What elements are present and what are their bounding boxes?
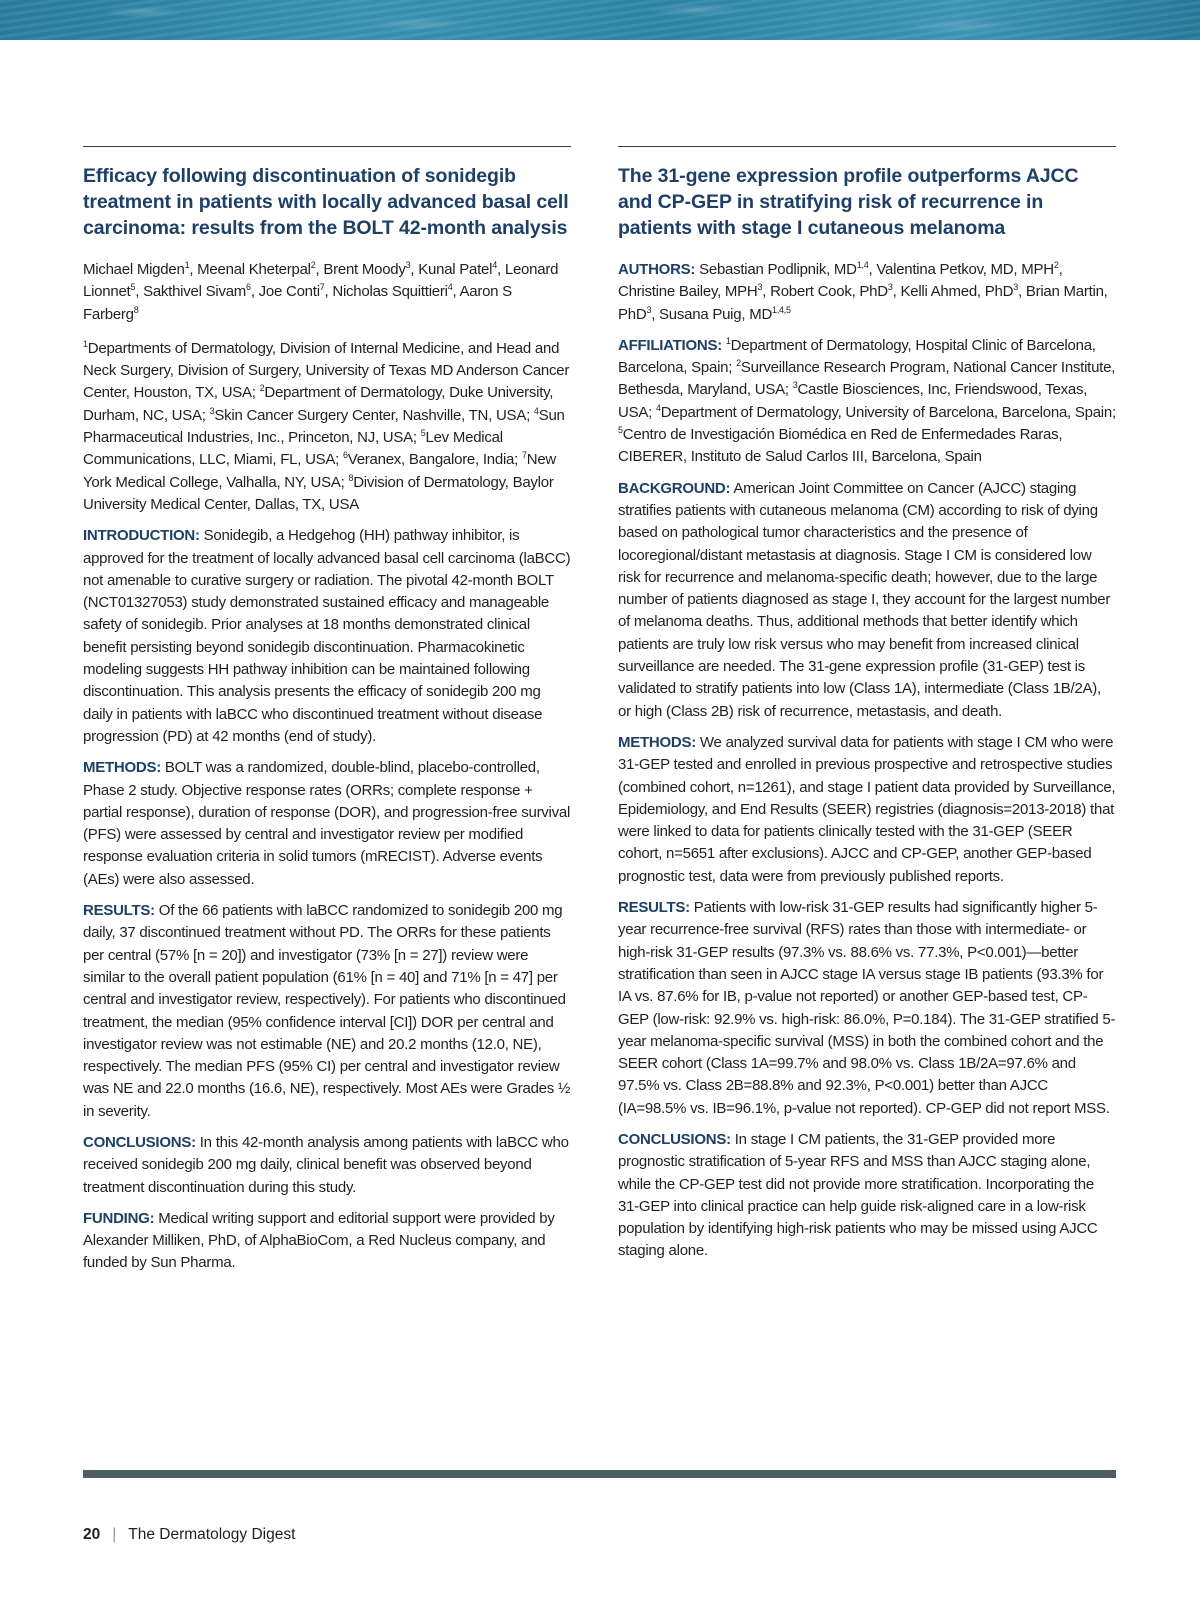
author-name: Aaron S Farberg <box>83 283 512 323</box>
abstract-section <box>618 1129 1116 1263</box>
author-name: Joe Conti <box>258 283 320 301</box>
right-affiliations-list <box>618 337 1116 465</box>
author-name: Nicholas Squittieri <box>332 283 448 301</box>
affiliation-number: 6 <box>343 450 348 461</box>
author-name: Sebastian Podlipnik, MD <box>699 261 857 278</box>
affiliation-number: 5 <box>618 425 623 436</box>
abstract-section <box>618 897 1116 1120</box>
section-label: INTRODUCTION: <box>83 527 200 545</box>
affiliation-text: Department of Dermatology, Hospital Clinic of Barcelona, Barcelona, Spain; <box>618 336 1096 377</box>
author-name: Susana Puig, MD <box>659 305 773 323</box>
abstract-section <box>83 525 571 748</box>
author-name: Christine Bailey, MPH <box>618 283 758 301</box>
author-name: Kunal Patel <box>418 261 493 278</box>
right-sections <box>618 478 1116 1263</box>
affiliation-text: Skin Cancer Surgery Center, Nashville, TN, USA; <box>214 406 534 424</box>
left-sections <box>83 525 571 1275</box>
abstract-section <box>83 900 571 1123</box>
affiliation-text: Surveillance Research Program, National Cancer Institute, Bethesda, Maryland, USA; <box>618 359 1116 399</box>
right-authors-list: Sebastian Podlipnik, MD$^{1,4}$, Valentina Petkov, MD, MPH$^2$, Christine Bailey, MPH$^3$, Robert Cook, PhD$^3$, Kelli Ahmed, PhD$^3$, Brian Martin, PhD$^3$, Susana Puig, MD$^{1,4,5}$ <box>618 260 1108 323</box>
author-affiliation-mark: 8 <box>133 304 139 315</box>
author-affiliation-mark: 3 <box>405 260 411 270</box>
affiliation-number: 5 <box>420 428 426 439</box>
section-text: Medical writing support and editorial support were provided by Alexander Milliken, PhD, of AlphaBioCom, a Red Nucleus company, and funded by Sun Pharma. <box>83 1209 555 1272</box>
author-affiliation-mark: 1,4 <box>856 260 869 270</box>
author-name: Leonard Lionnet <box>83 261 559 301</box>
right-abstract-title: The 31-gene expression profile outperforms AJCC and CP-GEP in stratifying risk of recurrence in patients with stage I cutaneous melanoma <box>618 165 1079 239</box>
affiliations-label: AFFILIATIONS: <box>618 336 722 354</box>
author-name: Robert Cook, PhD <box>770 283 888 301</box>
section-text: We analyzed survival data for patients with stage I CM who were 31-GEP tested and enrolled in previous prospective and retrospective studies (combined cohort, n=1261), and stage I patient data provided by Surveillance, Epidemiology, and End Results (SEER) registries (diagnosis=2013-2018) that were linked to data for patients clinically tested with the 31-GEP (SEER cohort, n=5651 after exclusions). AJCC and CP-GEP, another GEP-based prognostic test, data were from previously published reports. <box>618 733 1116 885</box>
right-affiliations <box>618 335 1116 469</box>
ocean-banner-image <box>0 0 1200 40</box>
left-abstract <box>83 146 571 1284</box>
section-label: METHODS: <box>618 733 696 751</box>
section-label: FUNDING: <box>83 1209 155 1227</box>
affiliation-number: 4 <box>533 405 539 416</box>
left-authors: Michael Migden$^1$, Meenal Kheterpal$^2$, Brent Moody$^3$, Kunal Patel$^4$, Leonard Lionnet$^5$, Sakthivel Sivam$^6$, Joe Conti$^7$, Nicholas Squittieri$^4$, Aaron S Farberg$^8$ <box>83 260 559 323</box>
section-label: RESULTS: <box>618 899 690 917</box>
page-number: 20 <box>83 1526 101 1543</box>
section-text: In stage I CM patients, the 31-GEP provided more prognostic stratification of 5-year RFS and MSS than AJCC staging alone, while the CP-GEP test did not provide more stratification. Incorporating the 31-GEP into clinical practice can help guide risk-aligned care in a low-risk population by identifying high-risk patients who may be missed using AJCC staging alone. <box>618 1130 1098 1260</box>
abstract-section <box>618 478 1116 723</box>
author-name: Meenal Kheterpal <box>197 261 311 278</box>
abstract-section <box>618 732 1116 888</box>
abstract-section <box>83 1132 571 1199</box>
author-affiliation-mark: 4 <box>492 260 498 270</box>
author-affiliation-mark: 5 <box>130 282 136 293</box>
author-affiliation-mark: 4 <box>447 282 453 293</box>
affiliation-text: Department of Dermatology, University of Barcelona, Barcelona, Spain; <box>660 403 1116 421</box>
right-abstract <box>618 146 1116 1272</box>
author-name: Kelli Ahmed, PhD <box>900 283 1014 301</box>
author-affiliation-mark: 1,4,5 <box>772 304 791 315</box>
section-text: In this 42-month analysis among patients with laBCC who received sonidegib 200 mg daily, clinical benefit was observed beyond treatment discontinuation during this study. <box>83 1133 569 1196</box>
affiliation-text: Centro de Investigación Biomédica en Red de Enfermedades Raras, CIBERER, Instituto de Salud Carlos III, Barcelona, Spain <box>618 426 1063 466</box>
publication-name: The Dermatology Digest <box>128 1526 296 1543</box>
section-label: CONCLUSIONS: <box>618 1130 731 1148</box>
right-authors <box>618 259 1116 326</box>
author-affiliation-mark: 7 <box>319 282 325 293</box>
affiliation-text: Division of Dermatology, Baylor University Medical Center, Dallas, TX, USA <box>83 473 554 513</box>
footer-rule <box>83 1470 1116 1478</box>
author-affiliation-mark: 1 <box>184 260 190 270</box>
section-label: METHODS: <box>83 759 161 777</box>
authors-label: AUTHORS: <box>618 261 696 278</box>
abstract-section <box>83 1208 571 1275</box>
author-affiliation-mark: 3 <box>646 304 652 315</box>
abstract-section <box>83 757 571 891</box>
section-label: RESULTS: <box>83 902 155 920</box>
affiliation-number: 1 <box>725 335 731 346</box>
affiliation-text: Lev Medical Communications, LLC, Miami, FL, USA; <box>83 429 503 469</box>
author-name: Valentina Petkov, MD, MPH <box>876 261 1054 278</box>
left-affiliations <box>83 338 571 516</box>
affiliation-number: 3 <box>792 380 798 391</box>
section-text: BOLT was a randomized, double-blind, placebo-controlled, Phase 2 study. Objective response rates (ORRs; complete response + partial response), duration of response (DOR), and progression-free survival (PFS) were assessed by central and investigator review per modified response evaluation criteria in solid tumors (mRECIST). Adverse events (AEs) were also assessed. <box>83 759 571 888</box>
affiliation-number: 4 <box>655 402 661 413</box>
author-affiliation-mark: 2 <box>310 260 316 270</box>
section-text: Patients with low-risk 31-GEP results had significantly higher 5-year recurrence-free survival (RFS) rates than those with intermediate- or high-risk 31-GEP results (97.3% vs. 88.6% vs. 77.3%, P<0.001)—better stratification than seen in AJCC stage IA versus stage IB patients (93.3% for IA vs. 87.6% for IB, p-value not reported) or another GEP-based test, CP-GEP (low-risk: 92.9% vs. high-risk: 86.0%, P=0.184). The 31-GEP stratified 5-year melanoma-specific survival (MSS) in both the combined cohort and the SEER cohort (Class 1A=99.7% and 98.0% vs. Class 1B/2A=97.6% and 97.5% vs. Class 2B=88.8% and 92.3%, P<0.001) better than AJCC (IA=98.5% vs. IB=96.1%, p-value not reported). CP-GEP did not report MSS. <box>618 899 1116 1117</box>
author-name: Brian Martin, PhD <box>618 283 1108 323</box>
affiliation-text: Department of Dermatology, Duke University, Durham, NC, USA; <box>83 384 554 424</box>
affiliation-text: New York Medical College, Valhalla, NY, USA; <box>83 451 557 491</box>
affiliation-number: 8 <box>348 472 354 483</box>
section-label: BACKGROUND: <box>618 479 731 497</box>
affiliation-text: Departments of Dermatology, Division of Internal Medicine, and Head and Neck Surgery, Division of Surgery, University of Texas MD Anderson Cancer Center, Houston, TX, USA; <box>83 339 570 402</box>
affiliation-number: 7 <box>521 450 527 461</box>
author-affiliation-mark: 3 <box>887 282 893 293</box>
section-label: CONCLUSIONS: <box>83 1133 196 1151</box>
author-affiliation-mark: 3 <box>1013 282 1018 293</box>
author-affiliation-mark: 3 <box>757 282 763 293</box>
affiliation-text: Castle Biosciences, Inc, Friendswood, Texas, USA; <box>618 381 1088 421</box>
affiliation-number: 3 <box>209 405 215 416</box>
author-name: Brent Moody <box>323 261 406 278</box>
footer-separator: | <box>112 1526 117 1543</box>
author-name: Michael Migden <box>83 261 185 278</box>
author-affiliation-mark: 6 <box>246 282 251 293</box>
affiliation-number: 2 <box>259 383 265 394</box>
left-abstract-title: Efficacy following discontinuation of sonidegib treatment in patients with locally advanced basal cell carcinoma: results from the BOLT 42-month analysis <box>83 165 569 239</box>
affiliation-number: 1 <box>83 338 88 349</box>
author-affiliation-mark: 2 <box>1053 260 1059 270</box>
page-footer <box>83 1526 295 1544</box>
section-text: Of the 66 patients with laBCC randomized to sonidegib 200 mg daily, 37 discontinued treatment without PD. The ORRs for these patients per central (57% [n = 20]) and investigator (73% [n = 27]) review were similar to the overall patient population (61% [n = 40] and 71% [n = 47] per central and investigator review, respectively). For patients who discontinued treatment, the median (95% confidence interval [CI]) DOR per central and investigator review was not estimable (NE) and 20.2 months (12.0, NE), respectively. The median PFS (95% CI) per central and investigator review was NE and 22.0 months (16.6, NE), respectively. Most AEs were Grades ½ in severity. <box>83 902 571 1120</box>
affiliation-number: 2 <box>736 358 741 369</box>
section-text: American Joint Committee on Cancer (AJCC) staging stratifies patients with cutaneous melanoma (CM) according to risk of dying based on pathological tumor characteristics and the presence of locoregional/distant metastasis at diagnosis. Stage I CM is considered low risk for recurrence and melanoma-specific death; however, due to the large number of patients diagnosed as stage I, they account for the largest number of melanoma deaths. Thus, additional methods that better identify which patients are truly low risk versus who may benefit from increased clinical surveillance are needed. The 31-gene expression profile (31-GEP) test is validated to stratify patients into low (Class 1A), intermediate (Class 1B/2A), or high (Class 2B) risk of recurrence, metastasis, and death. <box>618 479 1111 720</box>
author-name: Sakthivel Sivam <box>143 283 247 301</box>
affiliation-text: Veranex, Bangalore, India; <box>347 451 522 469</box>
affiliation-text: Sun Pharmaceutical Industries, Inc., Princeton, NJ, USA; <box>83 406 565 447</box>
section-text: Sonidegib, a Hedgehog (HH) pathway inhibitor, is approved for the treatment of locally advanced basal cell carcinoma (laBCC) not amenable to curative surgery or radiation. The pivotal 42-month BOLT (NCT01327053) study demonstrated sustained efficacy and manageable safety of sonidegib. Prior analyses at 18 months demonstrated clinical benefit persisting beyond sonidegib discontinuation. Pharmacokinetic modeling suggests HH pathway inhibition can be maintained following discontinuation. This analysis presents the efficacy of sonidegib 200 mg daily in patients with laBCC who discontinued treatment without disease progression (PD) at 42 months (end of study). <box>83 527 571 745</box>
